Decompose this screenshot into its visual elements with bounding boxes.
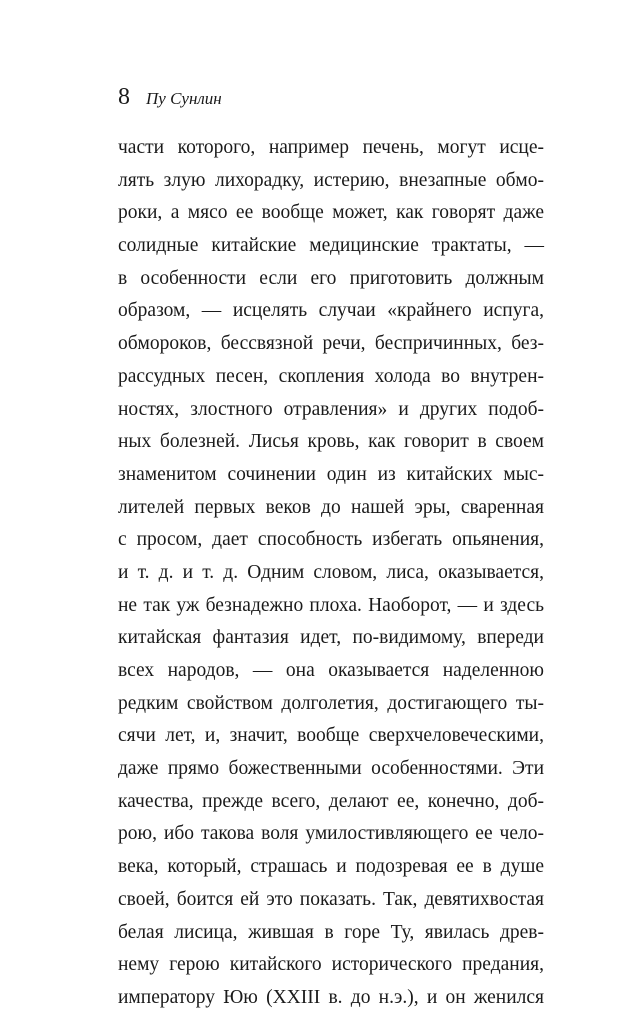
text-line: лителей первых веков до нашей эры, сваренная (118, 496, 544, 518)
text-line: сячи лет, и, значит, вообще сверхчеловеческими, (118, 725, 544, 747)
page-number: 8 (118, 84, 130, 110)
text-line: редким свойством долголетия, достигающего ты- (118, 692, 544, 714)
text-line: солидные китайские медицинские трактаты, — (118, 235, 544, 257)
text-line: императору Юю (XXIII в. до н.э.), и он женился (118, 986, 544, 1008)
text-line: рою, ибо такова воля умилостивляющего ее чело- (118, 823, 544, 845)
text-line: лять злую лихорадку, истерию, внезапные обмо- (118, 169, 544, 191)
text-line: роки, а мясо ее вообще может, как говорят даже (118, 202, 544, 224)
body-text (118, 132, 544, 1015)
text-line: знаменитом сочинении один из китайских мыс- (118, 463, 544, 485)
text-line: даже прямо божественными особенностями. Эти (118, 758, 544, 780)
running-head (118, 84, 222, 114)
text-line: нему герою китайского исторического предания, (118, 954, 544, 976)
text-line: белая лисица, жившая в горе Ту, явилась древ- (118, 921, 544, 943)
text-line: всех народов, — она оказывается наделенною (118, 660, 544, 681)
text-line: и т. д. и т. д. Одним словом, лиса, оказывается, (118, 561, 544, 583)
text-line: своей, боится ей это показать. Так, девятихвостая (118, 888, 544, 910)
text-line: ностях, злостного отравления» и других подоб- (118, 398, 544, 420)
text-line: обмороков, бессвязной речи, беспричинных, без- (118, 333, 544, 355)
text-line: века, который, страшась и подозревая ее в душе (118, 856, 544, 878)
text-line: не так уж безнадежно плоха. Наоборот, — и здесь (118, 594, 544, 616)
text-line: качества, прежде всего, делают ее, конечно, доб- (118, 790, 544, 812)
text-line: рассудных песен, скопления холода во внутрен- (118, 365, 544, 387)
text-line: с просом, дает способность избегать опьянения, (118, 529, 544, 551)
running-title: Пу Сунлин (146, 89, 222, 108)
text-line: ных болезней. Лисья кровь, как говорит в своем (118, 431, 544, 453)
text-line: в особенности если его приготовить должным (118, 267, 544, 289)
text-line: китайская фантазия идет, по-видимому, впереди (118, 627, 544, 649)
text-line: части которого, например печень, могут исце- (118, 137, 544, 158)
text-line: образом, — исцелять случаи «крайнего испуга, (118, 300, 544, 322)
